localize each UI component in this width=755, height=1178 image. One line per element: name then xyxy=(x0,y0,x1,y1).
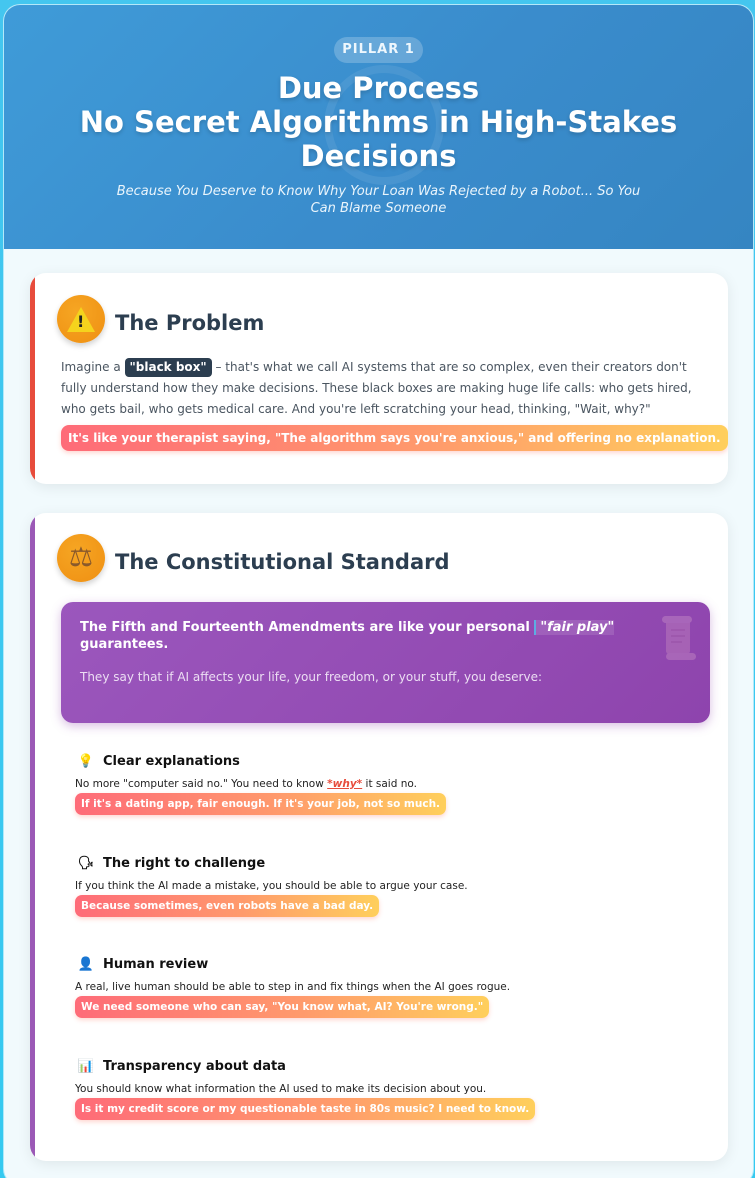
pillar-badge: PILLAR 1 xyxy=(334,37,423,63)
scroll-icon xyxy=(662,616,696,660)
right-title: The right to challenge xyxy=(103,856,266,871)
amendments-sub: They say that if AI affects your life, your freedom, or your stuff, you deserve: xyxy=(80,670,542,684)
problem-card xyxy=(30,273,728,484)
bar-chart-icon: 📊 xyxy=(77,1059,95,1074)
right-title: Human review xyxy=(103,957,209,972)
person-icon: 👤 xyxy=(77,957,95,972)
black-box-highlight: "black box" xyxy=(125,358,212,377)
warning-icon: ! xyxy=(57,295,105,343)
page-frame xyxy=(4,5,753,1178)
right-description: You should know what information the AI used to make its decision about you. xyxy=(75,1083,487,1095)
card-accent-bar xyxy=(30,513,35,1161)
right-heading xyxy=(75,752,240,772)
problem-text xyxy=(61,357,701,420)
lead-text: The Fifth and Fourteenth Amendments are like your personal xyxy=(80,620,535,635)
right-description: No more "computer said no." You need to know *why* it said no. xyxy=(75,778,417,790)
right-title: Transparency about data xyxy=(103,1059,286,1074)
title-line-3: Decisions xyxy=(300,139,457,173)
speaking-head-icon: 🗣 xyxy=(77,856,95,871)
problem-text-start: Imagine a xyxy=(61,360,125,374)
problem-text-rest: – that's what we call AI systems that are so complex, even their creators don't fully understand how they make decisions. These black boxes are making huge life calls: who gets hired, who gets bail, who gets medical care. And you're left scratching your head, thinking, "Wait, why?" xyxy=(61,360,692,416)
right-heading xyxy=(75,955,208,975)
amendments-callout xyxy=(61,602,710,723)
right-heading xyxy=(75,854,265,874)
right-joke-badge: Because sometimes, even robots have a bad day. xyxy=(75,895,379,917)
scales-icon: ⚖ xyxy=(57,534,105,582)
card-accent-bar xyxy=(30,273,35,484)
right-joke-badge: We need someone who can say, "You know what, AI? You're wrong." xyxy=(75,996,489,1018)
title-line-2: No Secret Algorithms in High-Stakes xyxy=(79,105,678,139)
right-joke-badge: If it's a dating app, fair enough. If it's your job, not so much. xyxy=(75,793,446,815)
problem-joke-badge: It's like your therapist saying, "The algorithm says you're anxious," and offering no explanation. xyxy=(61,425,728,451)
right-joke-badge: Is it my credit score or my questionable taste in 80s music? I need to know. xyxy=(75,1098,535,1120)
hero-header xyxy=(4,5,753,249)
right-heading xyxy=(75,1057,286,1077)
amendments-lead xyxy=(80,619,640,653)
title-line-1: Due Process xyxy=(277,71,480,105)
why-emphasis: *why* xyxy=(327,778,363,790)
right-description: A real, live human should be able to step in and fix things when the AI goes rogue. xyxy=(75,981,511,993)
standard-card xyxy=(30,513,728,1161)
page-title xyxy=(24,71,733,173)
right-title: Clear explanations xyxy=(103,754,240,769)
right-description: If you think the AI made a mistake, you should be able to argue your case. xyxy=(75,880,468,892)
lead-text-end: guarantees. xyxy=(80,637,169,652)
problem-title: The Problem xyxy=(115,311,265,335)
standard-title: The Constitutional Standard xyxy=(115,550,450,574)
fair-play-highlight: "fair play" xyxy=(534,620,614,635)
page-subtitle: Because You Deserve to Know Why Your Loan Was Rejected by a Robot... So You Can Blame Someone xyxy=(116,184,641,216)
lightbulb-icon: 💡 xyxy=(77,754,95,769)
